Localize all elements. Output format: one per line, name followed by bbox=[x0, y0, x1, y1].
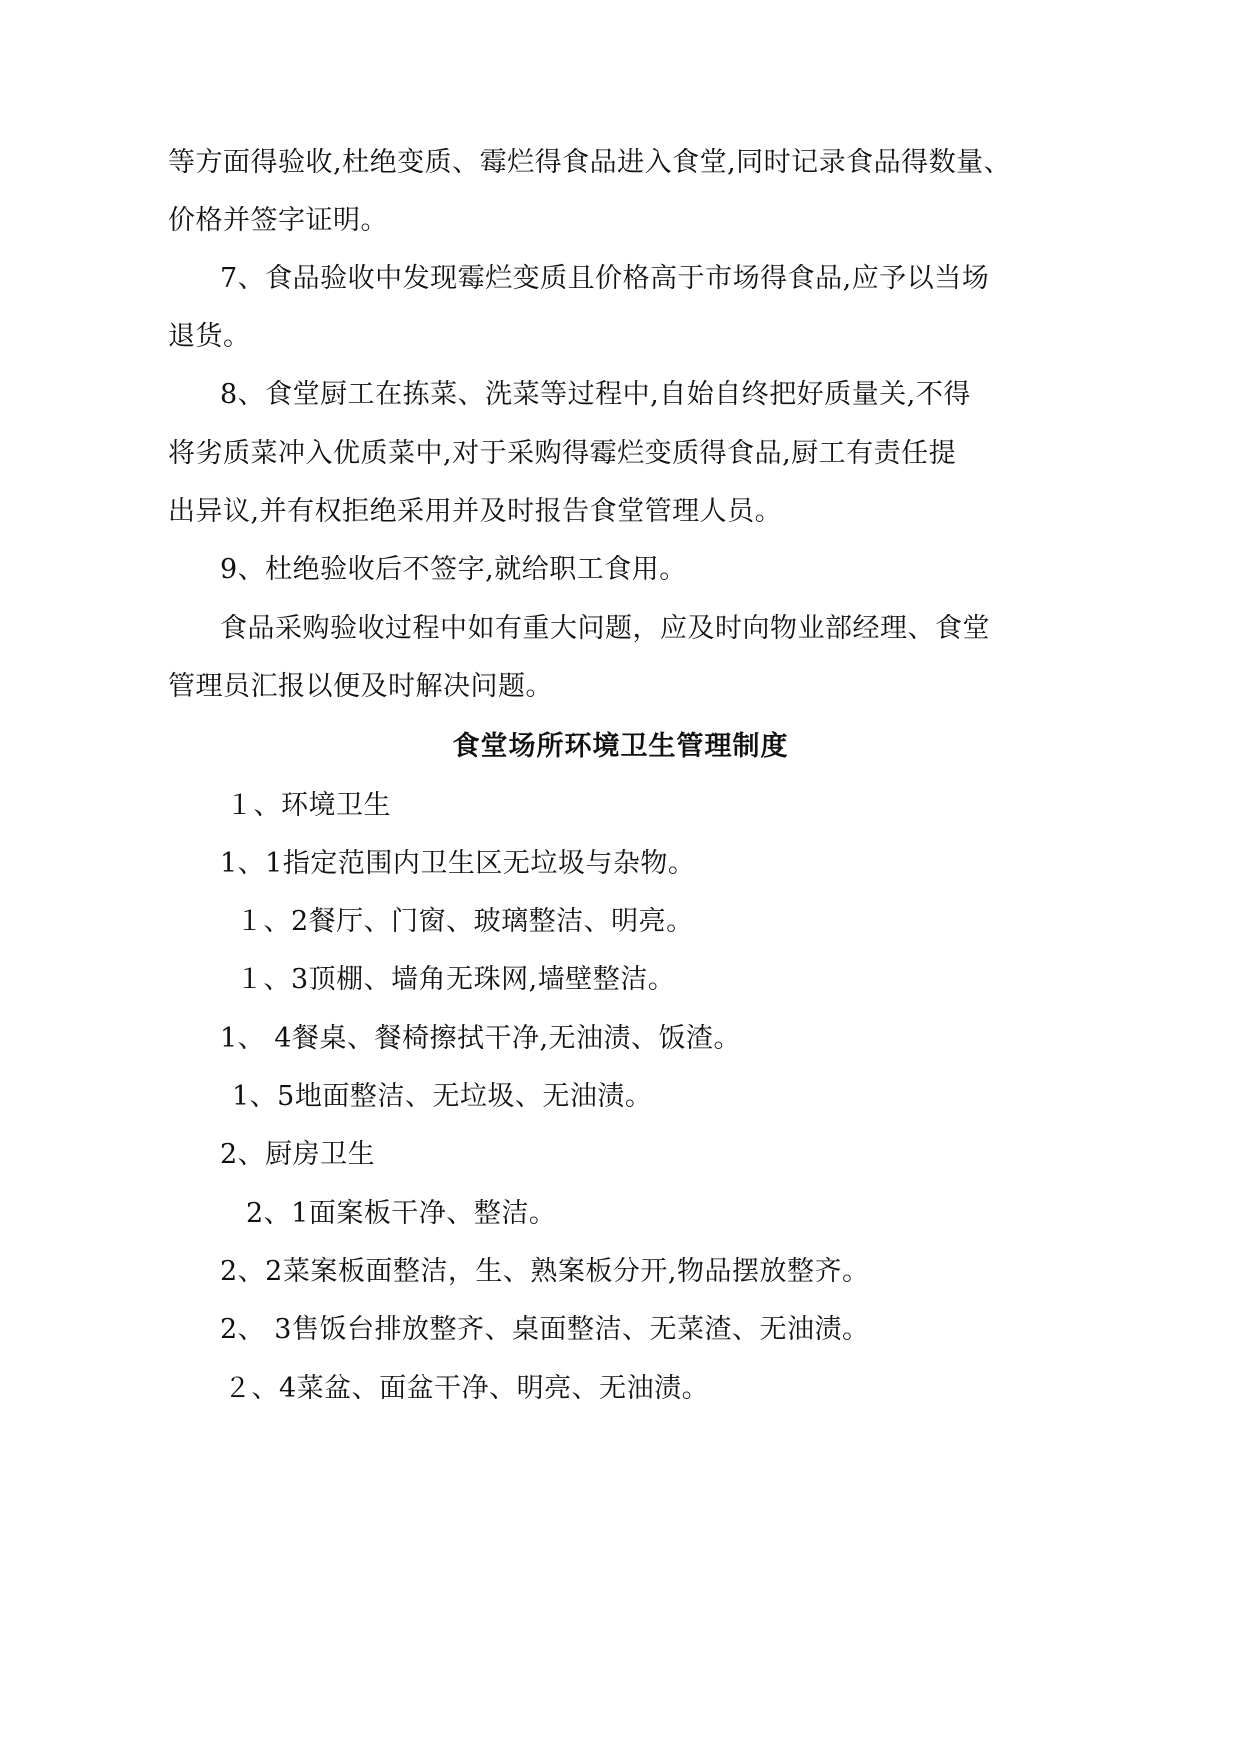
text-line: 2、2菜案板面整洁，生、熟案板分开,物品摆放整齐。 bbox=[220, 1256, 870, 1287]
text-line: １、3顶棚、墙角无珠网,墙壁整洁。 bbox=[236, 964, 676, 995]
text-line: 2、1面案板干净、整洁。 bbox=[246, 1198, 557, 1229]
text-line: 8、食堂厨工在拣菜、洗菜等过程中,自始自终把好质量关,不得 bbox=[220, 379, 971, 410]
text-line: 食品采购验收过程中如有重大问题，应及时向物业部经理、食堂 bbox=[220, 613, 990, 644]
text-line: 管理员汇报以便及时解决问题。 bbox=[168, 671, 553, 702]
text-line: 7、食品验收中发现霉烂变质且价格高于市场得食品,应予以当场 bbox=[220, 263, 990, 294]
text-line: 1、 4餐桌、餐椅擦拭干净,无油渍、饭渣。 bbox=[220, 1023, 742, 1054]
section-title: 食堂场所环境卫生管理制度 bbox=[452, 731, 789, 762]
text-line: 将劣质菜冲入优质菜中,对于采购得霉烂变质得食品,厨工有责任提 bbox=[168, 438, 957, 469]
text-line: 等方面得验收,杜绝变质、霉烂得食品进入食堂,同时记录食品得数量、 bbox=[168, 147, 1012, 178]
text-line: ２、4菜盆、面盆干净、明亮、无油渍。 bbox=[224, 1373, 710, 1404]
text-line: 2、 3售饭台排放整齐、桌面整洁、无菜渣、无油渍。 bbox=[220, 1314, 870, 1345]
text-line: 9、杜绝验收后不签字,就给职工食用。 bbox=[220, 554, 687, 585]
text-line: 1、1指定范围内卫生区无垃圾与杂物。 bbox=[220, 848, 696, 879]
text-line: 出异议,并有权拒绝采用并及时报告食堂管理人员。 bbox=[168, 496, 783, 527]
text-line: １、环境卫生 bbox=[226, 790, 391, 821]
text-line: １、2餐厅、门窗、玻璃整洁、明亮。 bbox=[236, 906, 694, 937]
text-line: 价格并签字证明。 bbox=[168, 205, 388, 236]
text-line: 退货。 bbox=[168, 321, 251, 352]
text-line: 1、5地面整洁、无垃圾、无油渍。 bbox=[232, 1081, 653, 1112]
text-line: 2、厨房卫生 bbox=[220, 1139, 376, 1170]
